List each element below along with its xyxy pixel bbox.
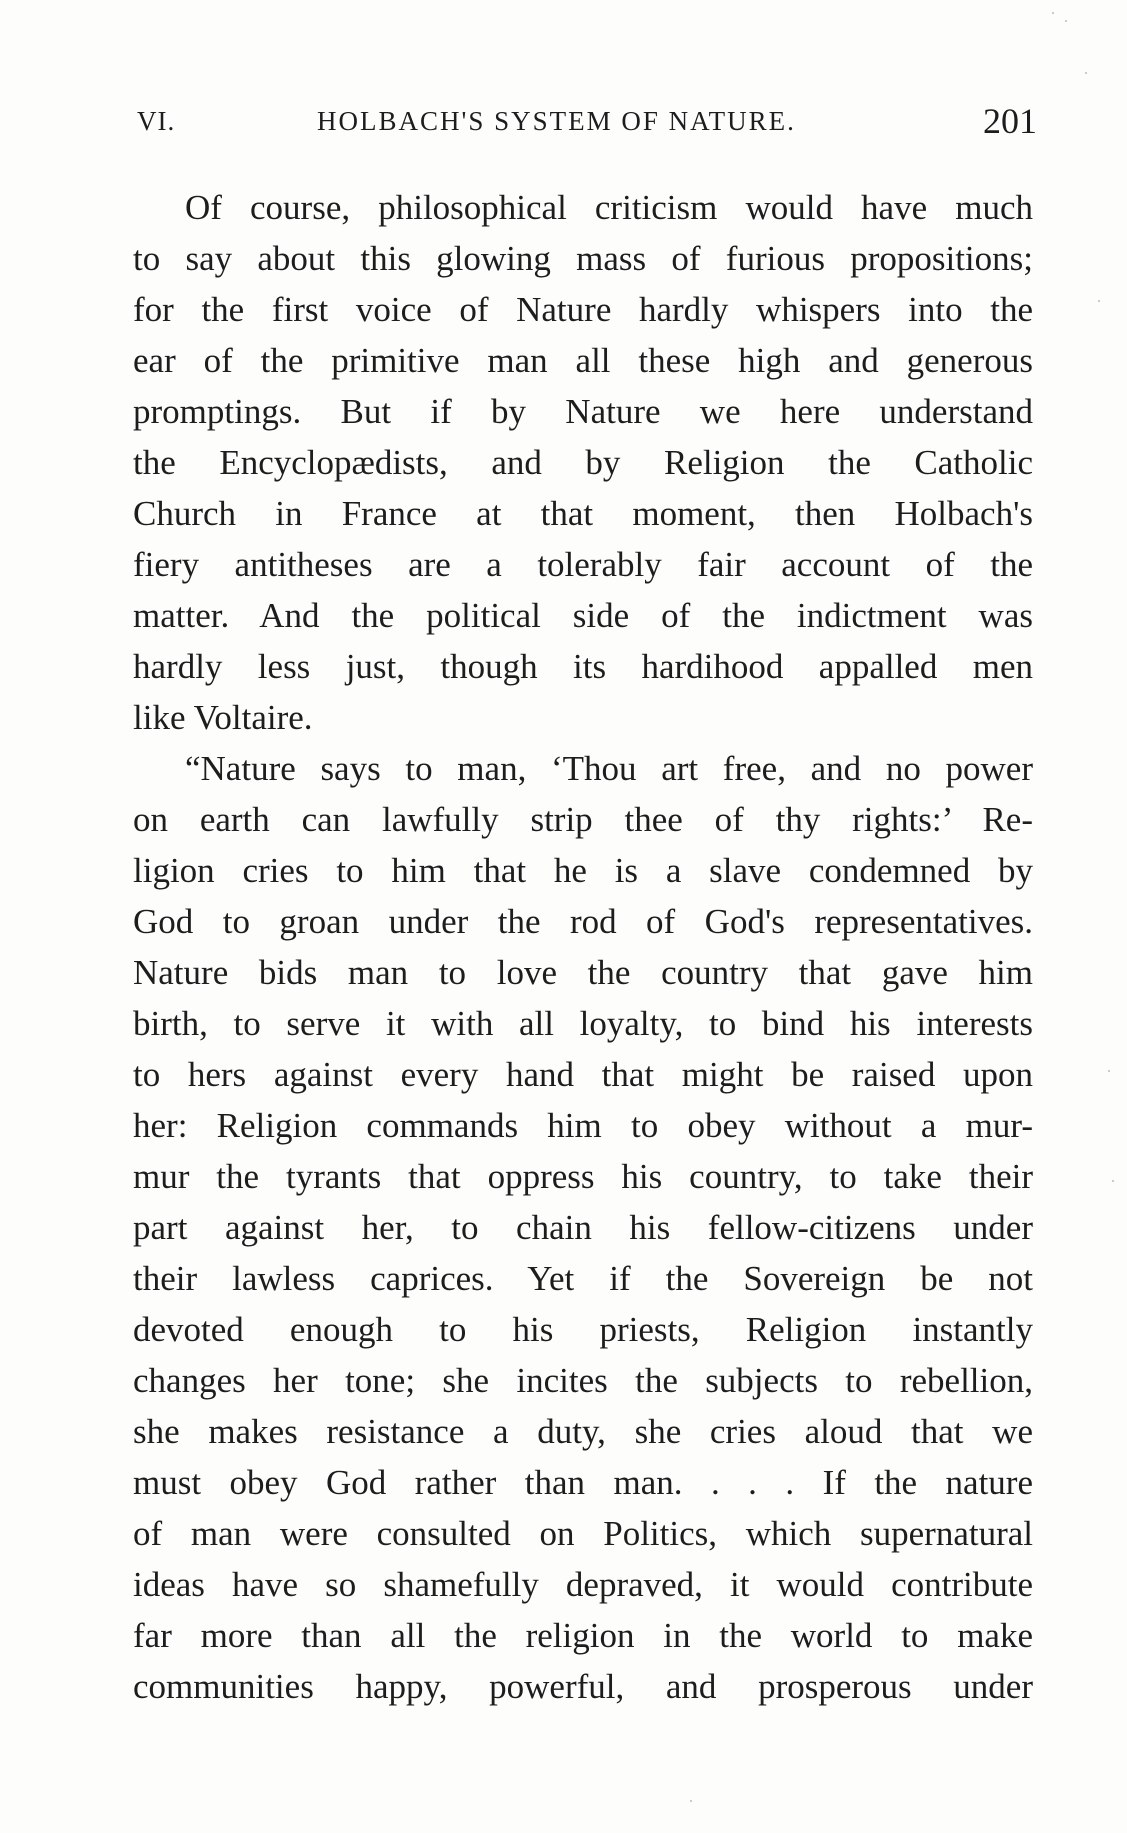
text-line: ideas have so shamefully depraved, it would contribute xyxy=(133,1565,1033,1604)
text-line: mur the tyrants that oppress his country, to take their xyxy=(133,1157,1033,1196)
text-line: their lawless caprices. Yet if the Sovereign be not xyxy=(133,1259,1033,1298)
paper-speck xyxy=(1052,12,1054,14)
text-line: birth, to serve it with all loyalty, to bind his interests xyxy=(133,1004,1033,1043)
text-line: part against her, to chain his fellow-citizens under xyxy=(133,1208,1033,1247)
text-line: on earth can lawfully strip thee of thy rights:’ Re- xyxy=(133,800,1033,839)
text-line: like Voltaire. xyxy=(133,698,313,737)
paper-speck xyxy=(1098,300,1100,302)
text-line: promptings. But if by Nature we here understand xyxy=(133,392,1033,431)
section-number: VI. xyxy=(137,106,176,136)
paper-speck xyxy=(1112,1180,1114,1182)
paper-speck xyxy=(690,1800,692,1802)
text-line: the Encyclopædists, and by Religion the Catholic xyxy=(133,443,1033,482)
paragraph xyxy=(133,743,1033,1712)
text-line: ear of the primitive man all these high and generous xyxy=(133,341,1033,380)
text-line: she makes resistance a duty, she cries aloud that we xyxy=(133,1412,1033,1451)
text-line: “Nature says to man, ‘Thou art free, and no power xyxy=(185,749,1033,788)
body-text xyxy=(133,182,1033,1712)
text-line: changes her tone; she incites the subjects to rebellion, xyxy=(133,1361,1033,1400)
text-line: Of course, philosophical criticism would have much xyxy=(185,188,1033,227)
text-line: matter. And the political side of the indictment was xyxy=(133,596,1033,635)
text-line: Nature bids man to love the country that gave him xyxy=(133,953,1033,992)
text-line: must obey God rather than man. . . . If the nature xyxy=(133,1463,1033,1502)
paper-speck xyxy=(1108,1070,1110,1072)
running-title: HOLBACH'S SYSTEM OF NATURE. xyxy=(317,106,796,136)
paper-speck xyxy=(1065,20,1067,22)
text-line: to say about this glowing mass of furious propositions; xyxy=(133,239,1033,278)
text-line: her: Religion commands him to obey without a mur- xyxy=(133,1106,1033,1145)
running-header xyxy=(137,101,1037,146)
text-line: Church in France at that moment, then Holbach's xyxy=(133,494,1033,533)
text-line: hardly less just, though its hardihood appalled men xyxy=(133,647,1033,686)
text-line: devoted enough to his priests, Religion instantly xyxy=(133,1310,1033,1349)
text-line: God to groan under the rod of God's representatives. xyxy=(133,902,1033,941)
text-line: to hers against every hand that might be raised upon xyxy=(133,1055,1033,1094)
paper-speck xyxy=(1085,72,1087,74)
text-line: far more than all the religion in the world to make xyxy=(133,1616,1033,1655)
text-line: for the first voice of Nature hardly whispers into the xyxy=(133,290,1033,329)
text-line: fiery antitheses are a tolerably fair account of the xyxy=(133,545,1033,584)
text-line: communities happy, powerful, and prosperous under xyxy=(133,1667,1033,1706)
text-line: of man were consulted on Politics, which supernatural xyxy=(133,1514,1033,1553)
page-number: 201 xyxy=(983,101,1037,141)
text-line: ligion cries to him that he is a slave condemned by xyxy=(133,851,1033,890)
paragraph xyxy=(133,182,1033,743)
